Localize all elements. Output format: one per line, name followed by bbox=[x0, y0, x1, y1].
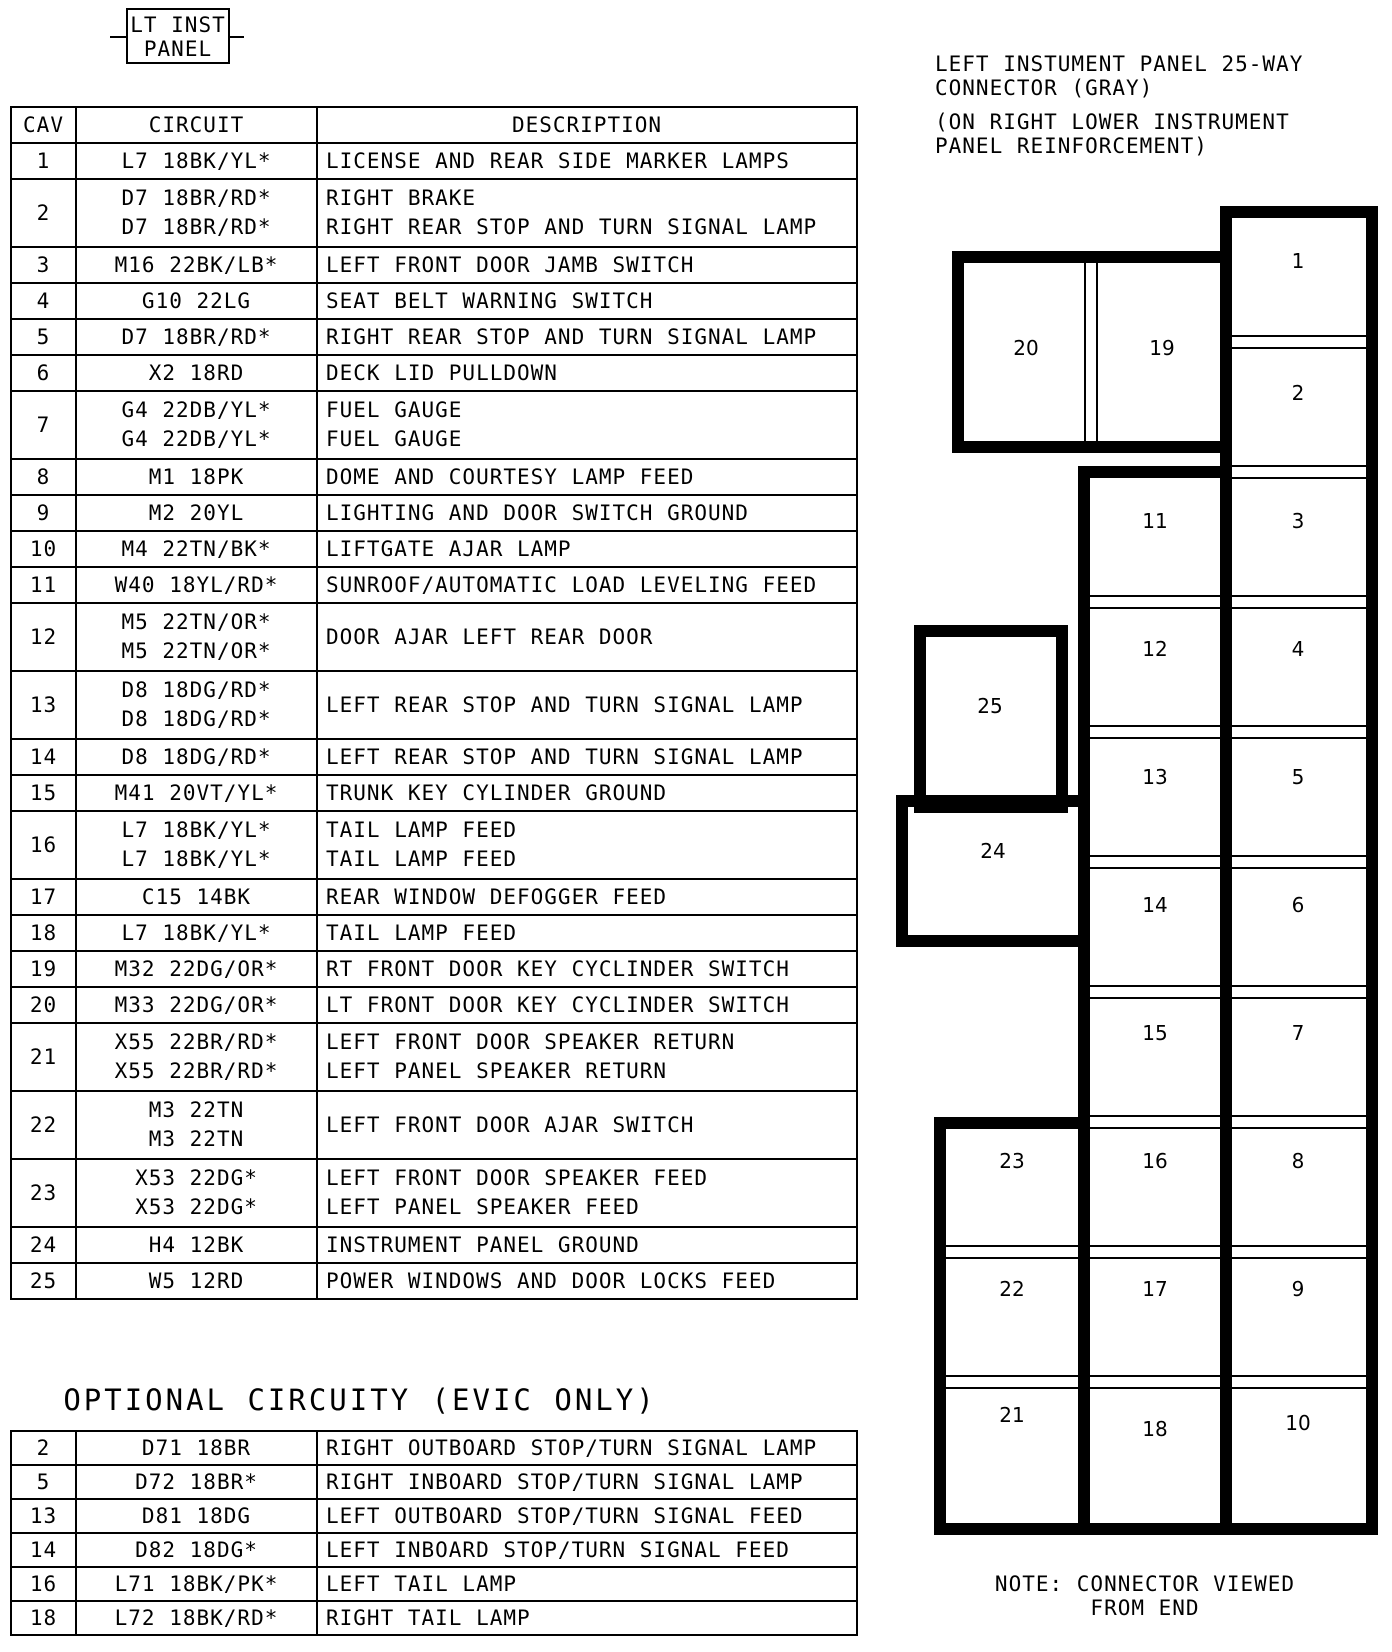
connector-cavity-label: 4 bbox=[1291, 637, 1305, 661]
connector-cavity-label: 23 bbox=[999, 1149, 1025, 1173]
description-text: FUEL GAUGE bbox=[326, 427, 463, 451]
description-text: RT FRONT DOOR KEY CYCLINDER SWITCH bbox=[326, 957, 790, 981]
cav-cell: 9 bbox=[11, 495, 76, 531]
circuit-code: D7 18BR/RD* bbox=[121, 186, 272, 210]
optional-cav-cell: 18 bbox=[11, 1601, 76, 1635]
circuit-code: M32 22DG/OR* bbox=[114, 957, 279, 981]
circuit-code: M2 20YL bbox=[148, 501, 245, 525]
connector-cavity-label: 3 bbox=[1291, 509, 1305, 533]
connector-cavity-label: 2 bbox=[1291, 381, 1305, 405]
connector-block-25 bbox=[920, 631, 1062, 807]
description-text: TAIL LAMP FEED bbox=[326, 847, 518, 871]
circuit-code: M33 22DG/OR* bbox=[114, 993, 279, 1017]
connector-cavity-label: 12 bbox=[1142, 637, 1168, 661]
cav-cell: 20 bbox=[11, 987, 76, 1023]
cav-cell: 5 bbox=[11, 319, 76, 355]
header-cav: CAV bbox=[11, 107, 76, 143]
description-text: LEFT FRONT DOOR AJAR SWITCH bbox=[326, 1113, 695, 1137]
cav-cell: 2 bbox=[11, 179, 76, 247]
connector-cavity-label: 10 bbox=[1285, 1411, 1311, 1435]
circuit-code: G4 22DB/YL* bbox=[121, 398, 272, 422]
optional-description-cell: RIGHT OUTBOARD STOP/TURN SIGNAL LAMP bbox=[317, 1431, 857, 1465]
description-text: LEFT PANEL SPEAKER FEED bbox=[326, 1195, 640, 1219]
circuit-code: X55 22BR/RD* bbox=[114, 1059, 279, 1083]
optional-circuitry-title: OPTIONAL CIRCUITY (EVIC ONLY) bbox=[63, 1383, 657, 1417]
optional-description-cell: RIGHT INBOARD STOP/TURN SIGNAL LAMP bbox=[317, 1465, 857, 1499]
connector-lower-left-block bbox=[940, 1123, 1084, 1529]
optional-cav-cell: 2 bbox=[11, 1431, 76, 1465]
description-text: LT FRONT DOOR KEY CYCLINDER SWITCH bbox=[326, 993, 790, 1017]
cav-cell: 15 bbox=[11, 775, 76, 811]
cav-cell: 7 bbox=[11, 391, 76, 459]
description-text: LEFT FRONT DOOR SPEAKER RETURN bbox=[326, 1030, 736, 1054]
description-text: INSTRUMENT PANEL GROUND bbox=[326, 1233, 640, 1257]
connector-cavity-label: 17 bbox=[1142, 1277, 1168, 1301]
description-text: LEFT PANEL SPEAKER RETURN bbox=[326, 1059, 668, 1083]
circuit-code: X55 22BR/RD* bbox=[114, 1030, 279, 1054]
description-text: SEAT BELT WARNING SWITCH bbox=[326, 289, 654, 313]
optional-cav-cell: 5 bbox=[11, 1465, 76, 1499]
circuit-code: G4 22DB/YL* bbox=[121, 427, 272, 451]
connector-cavity-label: 6 bbox=[1291, 893, 1305, 917]
description-text: RIGHT REAR STOP AND TURN SIGNAL LAMP bbox=[326, 215, 818, 239]
optional-circuit-cell: D81 18DG bbox=[76, 1499, 317, 1533]
description-text: TRUNK KEY CYLINDER GROUND bbox=[326, 781, 668, 805]
optional-cav-cell: 16 bbox=[11, 1567, 76, 1601]
description-text: LICENSE AND REAR SIDE MARKER LAMPS bbox=[326, 149, 790, 173]
description-text: REAR WINDOW DEFOGGER FEED bbox=[326, 885, 668, 909]
circuit-code: X2 18RD bbox=[148, 361, 245, 385]
cav-cell: 13 bbox=[11, 671, 76, 739]
optional-circuit-cell: L71 18BK/PK* bbox=[76, 1567, 317, 1601]
description-text: TAIL LAMP FEED bbox=[326, 921, 518, 945]
connector-cavity-label: 1 bbox=[1291, 249, 1305, 273]
optional-cav-cell: 14 bbox=[11, 1533, 76, 1567]
circuit-code: G10 22LG bbox=[141, 289, 252, 313]
connector-cavity-label: 13 bbox=[1142, 765, 1168, 789]
description-text: LEFT REAR STOP AND TURN SIGNAL LAMP bbox=[326, 693, 804, 717]
cav-cell: 14 bbox=[11, 739, 76, 775]
cav-cell: 19 bbox=[11, 951, 76, 987]
connector-cavity-label: 24 bbox=[980, 839, 1006, 863]
circuit-code: D7 18BR/RD* bbox=[121, 325, 272, 349]
circuit-code: H4 12BK bbox=[148, 1233, 245, 1257]
optional-cav-cell: 13 bbox=[11, 1499, 76, 1533]
cav-cell: 18 bbox=[11, 915, 76, 951]
description-text: DECK LID PULLDOWN bbox=[326, 361, 558, 385]
circuit-code: L7 18BK/YL* bbox=[121, 818, 272, 842]
cav-cell: 17 bbox=[11, 879, 76, 915]
connector-cavity-label: 11 bbox=[1142, 509, 1168, 533]
circuit-code: D8 18DG/RD* bbox=[121, 707, 272, 731]
connector-note bbox=[930, 1572, 1360, 1620]
optional-description-cell: LEFT TAIL LAMP bbox=[317, 1567, 857, 1601]
circuit-code: M41 20VT/YL* bbox=[114, 781, 279, 805]
connector-cavity-label: 5 bbox=[1291, 765, 1305, 789]
cav-cell: 8 bbox=[11, 459, 76, 495]
connector-cavity-label: 21 bbox=[999, 1403, 1025, 1427]
optional-description-cell: LEFT INBOARD STOP/TURN SIGNAL FEED bbox=[317, 1533, 857, 1567]
connector-title-line1: LEFT INSTUMENT PANEL 25-WAY bbox=[935, 52, 1304, 76]
description-text: SUNROOF/AUTOMATIC LOAD LEVELING FEED bbox=[326, 573, 818, 597]
connector-cavity-label: 15 bbox=[1142, 1021, 1168, 1045]
circuit-code: L7 18BK/YL* bbox=[121, 921, 272, 945]
circuit-code: L7 18BK/YL* bbox=[121, 149, 272, 173]
connector-cavity-label: 19 bbox=[1149, 336, 1175, 360]
connector-cavity-label: 18 bbox=[1142, 1417, 1168, 1441]
cav-cell: 16 bbox=[11, 811, 76, 879]
circuit-code: C15 14BK bbox=[141, 885, 252, 909]
connector-cavity-label: 25 bbox=[977, 694, 1003, 718]
connector-note-line2: FROM END bbox=[1090, 1596, 1200, 1620]
circuit-code: X53 22DG* bbox=[135, 1195, 258, 1219]
connector-cavity-label: 14 bbox=[1142, 893, 1168, 917]
cav-cell: 21 bbox=[11, 1023, 76, 1091]
description-text: DOOR AJAR LEFT REAR DOOR bbox=[326, 625, 654, 649]
circuit-code: M1 18PK bbox=[148, 465, 245, 489]
connector-dividers bbox=[946, 262, 1366, 1388]
cav-cell: 4 bbox=[11, 283, 76, 319]
circuit-code: M5 22TN/OR* bbox=[121, 639, 272, 663]
connector-top-block bbox=[958, 257, 1226, 447]
cav-cell: 23 bbox=[11, 1159, 76, 1227]
optional-circuit-cell: D72 18BR* bbox=[76, 1465, 317, 1499]
connector-cavity-label: 8 bbox=[1291, 1149, 1305, 1173]
cav-cell: 10 bbox=[11, 531, 76, 567]
connector-title-line2: CONNECTOR (GRAY) bbox=[935, 76, 1154, 100]
header-description: DESCRIPTION bbox=[317, 107, 857, 143]
circuit-code: X53 22DG* bbox=[135, 1166, 258, 1190]
circuit-code: M5 22TN/OR* bbox=[121, 610, 272, 634]
circuit-code: M16 22BK/LB* bbox=[114, 253, 279, 277]
badge-line1: LT INST bbox=[130, 13, 226, 37]
cav-cell: 6 bbox=[11, 355, 76, 391]
cav-cell: 3 bbox=[11, 247, 76, 283]
circuit-code: M4 22TN/BK* bbox=[121, 537, 272, 561]
connector-middle-column bbox=[1084, 472, 1226, 1529]
connector-right-column bbox=[1226, 212, 1372, 1529]
cav-cell: 11 bbox=[11, 567, 76, 603]
description-text: RIGHT REAR STOP AND TURN SIGNAL LAMP bbox=[326, 325, 818, 349]
optional-description-cell: LEFT OUTBOARD STOP/TURN SIGNAL FEED bbox=[317, 1499, 857, 1533]
description-text: LEFT FRONT DOOR SPEAKER FEED bbox=[326, 1166, 709, 1190]
circuit-code: D7 18BR/RD* bbox=[121, 215, 272, 239]
connector-cavity-label: 9 bbox=[1291, 1277, 1305, 1301]
connector-note-line1: NOTE: CONNECTOR VIEWED bbox=[994, 1572, 1296, 1596]
description-text: LIFTGATE AJAR LAMP bbox=[326, 537, 572, 561]
description-text: LIGHTING AND DOOR SWITCH GROUND bbox=[326, 501, 749, 525]
connector-cavity-label: 16 bbox=[1142, 1149, 1168, 1173]
circuit-code: M3 22TN bbox=[148, 1098, 245, 1122]
connector-cavity-label: 7 bbox=[1291, 1021, 1305, 1045]
circuit-code: D8 18DG/RD* bbox=[121, 678, 272, 702]
optional-circuit-cell: L72 18BK/RD* bbox=[76, 1601, 317, 1635]
description-text: RIGHT BRAKE bbox=[326, 186, 477, 210]
connector-cavity-label: 20 bbox=[1013, 336, 1039, 360]
cav-cell: 1 bbox=[11, 143, 76, 179]
circuit-code: D8 18DG/RD* bbox=[121, 745, 272, 769]
cav-cell: 22 bbox=[11, 1091, 76, 1159]
circuit-code: W5 12RD bbox=[148, 1269, 245, 1293]
description-text: TAIL LAMP FEED bbox=[326, 818, 518, 842]
cav-cell: 12 bbox=[11, 603, 76, 671]
header-circuit: CIRCUIT bbox=[76, 107, 317, 143]
circuit-code: M3 22TN bbox=[148, 1127, 245, 1151]
connector-block-24 bbox=[902, 801, 1084, 941]
description-text: DOME AND COURTESY LAMP FEED bbox=[326, 465, 695, 489]
optional-description-cell: RIGHT TAIL LAMP bbox=[317, 1601, 857, 1635]
description-text: POWER WINDOWS AND DOOR LOCKS FEED bbox=[326, 1269, 777, 1293]
description-text: LEFT FRONT DOOR JAMB SWITCH bbox=[326, 253, 695, 277]
description-text: FUEL GAUGE bbox=[326, 398, 463, 422]
optional-circuit-cell: D71 18BR bbox=[76, 1431, 317, 1465]
connector-location-line1: (ON RIGHT LOWER INSTRUMENT bbox=[935, 110, 1290, 134]
cav-cell: 25 bbox=[11, 1263, 76, 1299]
badge-line2: PANEL bbox=[143, 37, 213, 61]
connector-location-line2: PANEL REINFORCEMENT) bbox=[935, 134, 1208, 158]
description-text: LEFT REAR STOP AND TURN SIGNAL LAMP bbox=[326, 745, 804, 769]
optional-circuit-cell: D82 18DG* bbox=[76, 1533, 317, 1567]
connector-cavity-label: 22 bbox=[999, 1277, 1025, 1301]
cav-cell: 24 bbox=[11, 1227, 76, 1263]
circuit-code: W40 18YL/RD* bbox=[114, 573, 279, 597]
circuit-code: L7 18BK/YL* bbox=[121, 847, 272, 871]
